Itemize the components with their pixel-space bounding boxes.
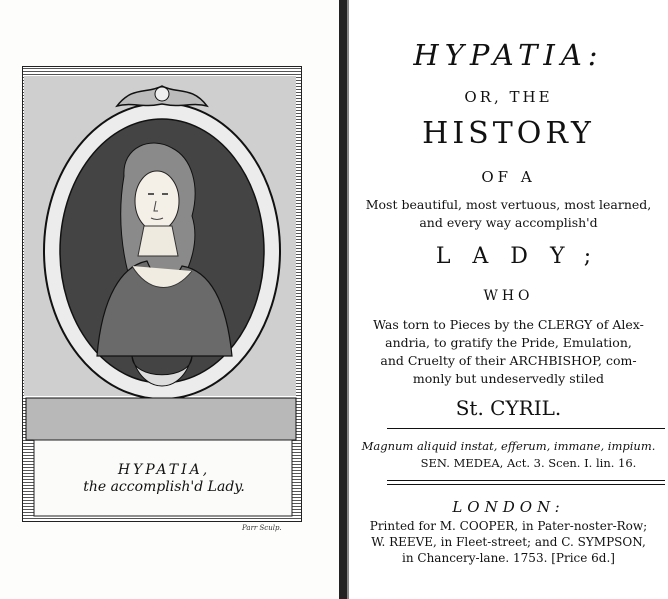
subtitle-lady: LADY; <box>435 244 614 269</box>
motto-quote: Magnum aliquid instat, efferum, immane, impium. <box>361 439 656 453</box>
subtitle-of-a: OF A <box>481 168 536 186</box>
imprint-line-1: Printed for M. COOPER, in Pater-noster-Row; <box>369 519 648 533</box>
rule-double-2 <box>387 484 665 485</box>
imprint-line-3: in Chancery-lane. 1753. [Price 6d.] <box>402 551 615 565</box>
subtitle-or-the: OR, THE <box>464 88 553 106</box>
description-line-1: Most beautiful, most vertuous, most learned, <box>365 197 652 212</box>
motto-citation: SEN. MEDEA, Act. 3. Scen. I. lin. 16. <box>420 456 637 470</box>
caption-epithet: the accomplish'd Lady. <box>83 479 245 495</box>
subtitle-who: WHO <box>483 288 534 304</box>
rule-top <box>387 428 665 429</box>
book-gutter <box>339 0 347 599</box>
body-line-4: monly but undeservedly stiled <box>412 371 605 386</box>
imprint-line-2: W. REEVE, in Fleet-street; and C. SYMPSON, <box>371 535 646 549</box>
st-cyril: St. CYRIL. <box>455 396 562 420</box>
frontispiece-caption <box>34 462 294 496</box>
imprint-place: LONDON: <box>452 498 565 516</box>
book-title: HYPATIA: <box>413 38 604 72</box>
body-line-2: andria, to gratify the Pride, Emulation, <box>385 335 632 350</box>
subtitle-history: HISTORY <box>422 116 595 151</box>
body-line-1: Was torn to Pieces by the CLERGY of Alex- <box>373 317 644 332</box>
rule-double-1 <box>387 480 665 481</box>
body-line-3: and Cruelty of their ARCHBISHOP, com- <box>380 353 637 368</box>
description-line-2: and every way accomplish'd <box>419 215 598 230</box>
portrait-engraving <box>22 66 300 520</box>
caption-name: HYPATIA, <box>117 462 211 478</box>
title-page <box>349 0 668 599</box>
engraver-credit: Parr Sculp. <box>242 524 282 532</box>
